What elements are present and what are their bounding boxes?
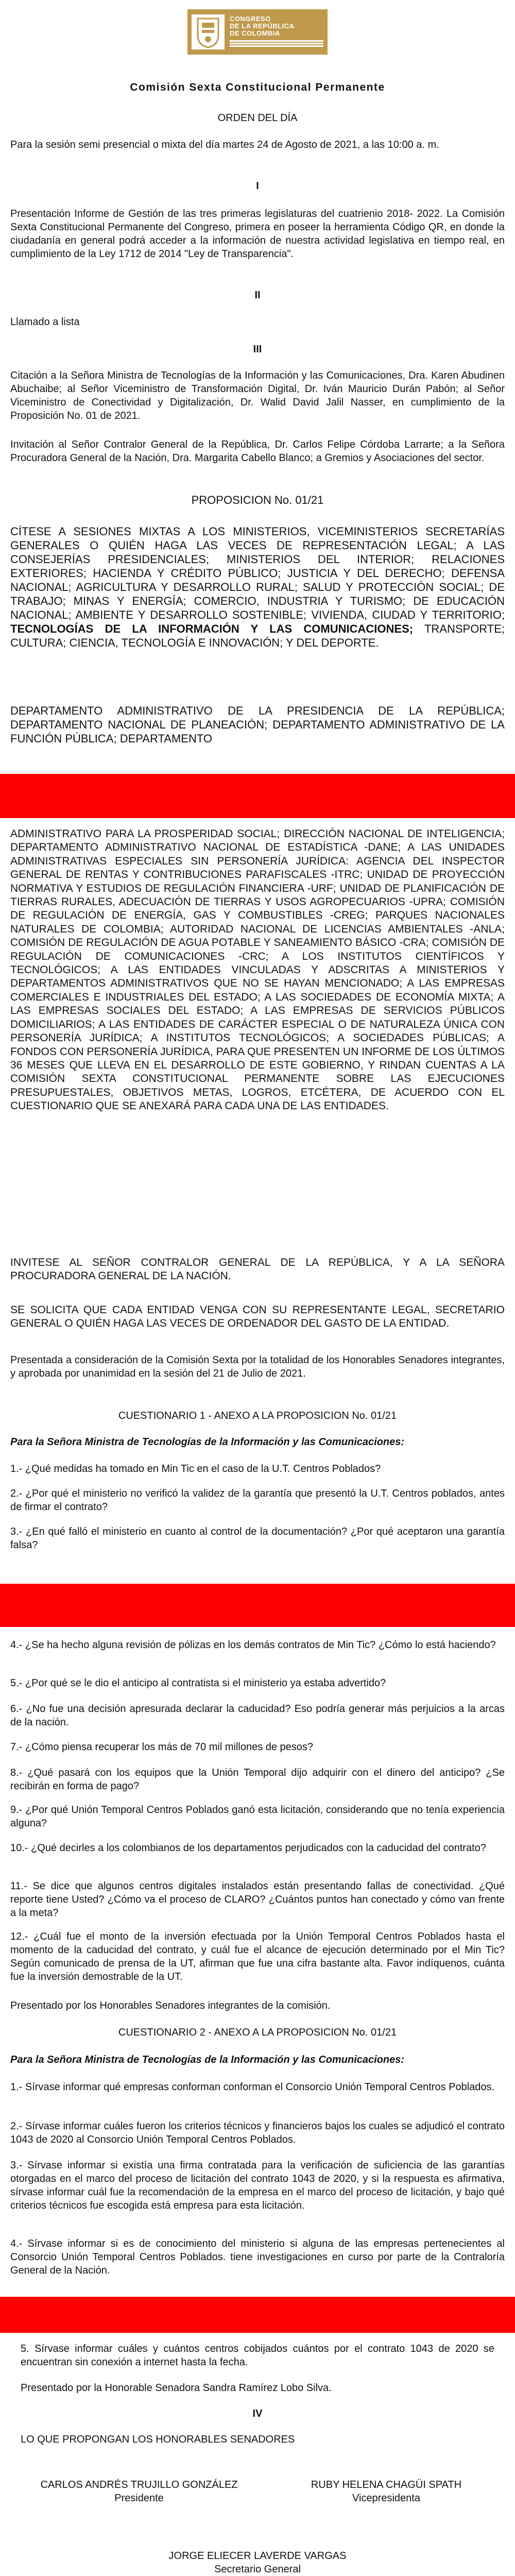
vicepresident-role: Vicepresidenta (352, 2493, 420, 2504)
page-separator (0, 2297, 515, 2333)
q2-question-4: 4.- Sírvase informar si es de conocimiento del ministerio si alguna de las empresas pertenecientes al Consorcio Unión Temporal Centros Poblados. tiene investigaciones en curso por parte de la Contraloría General de la Nación. (10, 2238, 505, 2276)
proposition-title: PROPOSICION No. 01/21 (191, 494, 324, 506)
q2-question-3: 3.- Sírvase informar si existía una firma contratada para la verificación de suficiencia de las garantías otorgadas en el marco del proceso de licitación del contrato 1043 de 2020, y si la respuesta es afirmativa, sírvase informar cuál fue la recomendación de la empresa en el marco del proceso de licitación, y bajo qué criterios técnicos fue escogida está empresa para esta licitación. (10, 2160, 505, 2211)
q1-question-5: 5.- ¿Por qué se le dio el anticipo al contratista si el ministerio ya estaba advertido? (10, 1677, 386, 1689)
q2-presented-by: Presentado por la Honorable Senadora Sandra Ramírez Lobo Silva. (21, 2382, 332, 2394)
proposition-part3: ADMINISTRATIVO PARA LA PROSPERIDAD SOCIAL; DIRECCIÓN NACIONAL DE INTELIGENCIA; DEPARTAMENTO ADMINISTRATIVO NACIONAL DE ESTADÍSTICA -DANE; A LAS UNIDADES ADMINISTRATIVAS ESPECIALES SIN PERSONERÍA JURÍDICA: AGENCIA DEL INSPECTOR GENERAL DE RENTAS Y CONTRIBUCIONES PARAFISCALES -ITRC; UNIDAD DE PROYECCIÓN NORMATIVA Y ESTUDIOS DE REGULACIÓN FINANCIERA -URF; UNIDAD DE PLANIFICACIÓN DE TIERRAS RURALES, ADECUACIÓN DE TIERRAS Y USOS AGROPECUARIOS -UPRA; COMISIÓN DE REGULACIÓN DE ENERGÍA, GAS Y COMBUSTIBLES -CREG; PARQUES NACIONALES NATURALES DE COLOMBIA; AUTORIDAD NACIONAL DE LICENCIAS AMBIENTALES -ANLA; COMISIÓN DE REGULACIÓN DE AGUA POTABLE Y SANEAMIENTO BÁSICO -CRA; COMISIÓN DE REGULACIÓN DE COMUNICACIONES -CRC; A LOS INSTITUTOS CIENTÍFICOS Y TECNOLÓGICOS; A LAS ENTIDADES VINCULADAS Y ADSCRITAS A MINISTERIOS Y DEPARTAMENTOS ADMINISTRATIVOS QUE NO SE HAYAN MENCIONADO; A LAS EMPRESAS COMERCIALES E INDUSTRIALES DEL ESTADO; A LAS SOCIEDADES DE ECONOMÍA MIXTA; A LAS EMPRESAS SOCIALES DEL ESTADO; A LAS EMPRESAS DE SERVICIOS PÚBLICOS DOMICILIARIOS; A LAS ENTIDADES DE CARÁCTER ESPECIAL O DE NATURALEZA ÚNICA CON PERSONERÍA JURÍDICA; A INSTITUTOS TECNOLÓGICOS; A SOCIEDADES PÚBLICAS; A FONDOS CON PERSONERÍA JURÍDICA, PARA QUE PRESENTEN UN INFORME DE LOS ÚLTIMOS 36 MESES QUE LLEVA EN EL DESARROLLO DE ESTE GOBIERNO, Y RINDAN CUENTAS A LA COMISIÓN SEXTA CONSTITUCIONAL PERMANENTE SOBRE LAS EJECUCIONES PRESUPUESTALES, OBJETIVOS METAS, LOGROS, ETCÉTERA, DE ACUERDO CON EL CUESTIONARIO QUE SE ANEXARÁ PARA CADA UNA DE LAS ENTIDADES. (10, 828, 505, 1112)
commission-name: Comisión Sexta Constitucional Permanente (130, 81, 385, 93)
q1-question-4: 4.- ¿Se ha hecho alguna revisión de pólizas en los demás contratos de Min Tic? ¿Cómo lo está haciendo? (10, 1639, 496, 1651)
questionnaire-1-title: CUESTIONARIO 1 - ANEXO A LA PROPOSICION No. 01/21 (118, 1410, 397, 1421)
questionnaire-2-addressee: Para la Señora Ministra de Tecnologías de la Información y las Comunicaciones: (10, 2054, 405, 2065)
page-title: ORDEN DEL DÍA (217, 112, 298, 124)
q2-question-2: 2.- Sírvase informar cuáles fueron los criterios técnicos y financieros bajos los cuales se adjudicó el contrato 1043 de 2020 al Consorcio Unión Temporal Centros Poblados. (10, 2121, 505, 2145)
questionnaire-1-addressee: Para la Señora Ministra de Tecnologías de la Información y las Comunicaciones: (10, 1436, 405, 1448)
vicepresident-name: RUBY HELENA CHAGÜI SPATH (311, 2479, 462, 2490)
proposition-part1: CÍTESE A SESIONES MIXTAS A LOS MINISTERIOS, VICEMINISTERIOS SECRETARÍAS GENERALES O QUIÉN HAGA LAS VECES DE REPRESENTACIÓN LEGAL; A LAS CONSEJERÍAS PRESIDENCIALES; MINISTERIOS DEL INTERIOR; RELACIONES EXTERIORES; HACIENDA Y CRÉDITO PÚBLICO; JUSTICIA Y DEL DERECHO; DEFENSA NACIONAL; AGRICULTURA Y DESARROLLO RURAL; SALUD Y PROTECCIÓN SOCIAL; DE TRABAJO; MINAS Y ENERGÍA; COMERCIO, INDUSTRIA Y TURISMO; DE EDUCACIÓN NACIONAL; AMBIENTE Y DESARROLLO SOSTENIBLE; VIVIENDA, CIUDAD Y TERRITORIO; TECNOLOGÍAS DE LA INFORMACIÓN Y LAS COMUNICACIONES; TRANSPORTE; CULTURA; CIENCIA, TECNOLOGÍA E INNOVACIÓN; Y DEL DEPORTE. (10, 525, 505, 649)
proposition-presented: Presentada a consideración de la Comisión Sexta por la totalidad de los Honorables Senadores integrantes, y aprobada por unanimidad en la sesión del 21 de Julio de 2021. (10, 1354, 505, 1379)
congress-logo (187, 9, 328, 55)
q1-question-7: 7.- ¿Cómo piensa recuperar los más de 70 mil millones de pesos? (10, 1741, 314, 1753)
president-name: CARLOS ANDRÉS TRUJILLO GONZÁLEZ (40, 2479, 238, 2490)
citation-text: Citación a la Señora Ministra de Tecnologías de la Información y las Comunicaciones, Dra. Karen Abudinen Abuchaibe; al Señor Viceministro de Transformación Digital, Dr. Iván Mauricio Durán Pabón; al Señor Viceministro de Conectividad y Digitalización, Dr. Walid David Jalil Nasser, en cumplimiento de la Proposición No. 01 de 2021. (10, 370, 505, 421)
q1-question-6: 6.- ¿No fue una decisión apresurada declarar la caducidad? Eso podría generar más perjuicios a la arcas de la nación. (10, 1703, 505, 1728)
section-ii-numeral: II (254, 290, 261, 301)
q1-question-9: 9.- ¿Por qué Unión Temporal Centros Poblados ganó esta licitación, considerando que no tenía experiencia alguna? (10, 1804, 505, 1829)
section-i-text: Presentación Informe de Gestión de las tres primeras legislaturas del cuatrienio 2018- 2022. La Comisión Sexta Constitucional Permanente del Congreso, primera en poseer la herramienta Código QR, en donde la ciudadanía en general podrá acceder a la información de nuestra actividad legislativa en tiempo real, en cumplimiento de la Ley 1712 de 2014 "Ley de Transparencia". (10, 208, 505, 260)
q2-question-1: 1.- Sírvase informar qué empresas conforman conforman el Consorcio Unión Temporal Centros Poblados. (10, 2081, 495, 2093)
q1-question-10: 10.- ¿Qué decirles a los colombianos de los departamentos perjudicados con la caducidad del contrato? (10, 1842, 486, 1854)
section-i-numeral: I (256, 180, 259, 192)
invitation-text: Invitación al Señor Contralor General de la República, Dr. Carlos Felipe Córdoba Larrarte; a la Señora Procuradora General de la Nación, Dra. Margarita Cabello Blanco; a Gremios y Asociaciones del sector. (10, 439, 505, 464)
q1-question-2: 2.- ¿Por qué el ministerio no verificó la validez de la garantía que presentó la U.T. Centros poblados, antes de firmar el contrato? (10, 1488, 505, 1513)
q1-question-8: 8.- ¿Qué pasará con los equipos que la Unión Temporal dijo adquirir con el dinero del anticipo? ¿Se recibirán en forma de pago? (10, 1767, 505, 1792)
section-iv-numeral: IV (252, 2408, 263, 2419)
secretary-name: JORGE ELIECER LAVERDE VARGAS (168, 2550, 347, 2562)
q1-question-3: 3.- ¿En qué falló el ministerio en cuanto al control de la documentación? ¿Por qué aceptaron una garantía falsa? (10, 1526, 505, 1551)
page-separator (0, 1584, 515, 1627)
roll-call: Llamado a lista (10, 316, 80, 328)
proposition-invite: INVITESE AL SEÑOR CONTRALOR GENERAL DE LA REPÚBLICA, Y A LA SEÑORA PROCURADORA GENERAL DE LA NACIÓN. (10, 1257, 505, 1282)
page-separator (0, 774, 515, 818)
q1-question-12: 12.- ¿Cuál fue el monto de la inversión efectuada por la Unión Temporal Centros Poblados hasta el momento de la caducidad del contrato, y cuál fue el alcance de ejecución determinado por el Min Tic? Según comunicado de prensa de la UT, afirman que fue una cifra bastante alta. Favor indíquenos, cuánta fue la inversión demostrable de la UT. (10, 1931, 505, 1982)
q1-question-1: 1.- ¿Qué medidas ha tomado en Min Tic en el caso de la U.T. Centros Poblados? (10, 1463, 381, 1475)
proposition-part2: DEPARTAMENTO ADMINISTRATIVO DE LA PRESIDENCIA DE LA REPÚBLICA; DEPARTAMENTO NACIONAL DE PLANEACIÓN; DEPARTAMENTO ADMINISTRATIVO DE LA FUNCIÓN PÚBLICA; DEPARTAMENTO (10, 704, 505, 745)
logo-stripes (230, 40, 323, 49)
section-iv-text: LO QUE PROPONGAN LOS HONORABLES SENADORES (21, 2434, 295, 2445)
session-text: Para la sesión semi presencial o mixta del día martes 24 de Agosto de 2021, a las 10:00 a. m. (10, 139, 439, 150)
coat-of-arms-icon (192, 14, 225, 49)
logo-text: CONGRESO DE LA REPÚBLICA DE COLOMBIA (230, 15, 295, 37)
secretary-role: Secretario General (214, 2564, 301, 2575)
q1-question-11: 11.- Se dice que algunos centros digitales instalados están presentando fallas de conectividad. ¿Qué reporte tiene Usted? ¿Cómo va el proceso de CLARO? ¿Cuántos puntos han conectado y cómo van frente a la meta? (10, 1880, 505, 1919)
section-iii-numeral: III (253, 344, 262, 355)
proposition-request: SE SOLICITA QUE CADA ENTIDAD VENGA CON SU REPRESENTANTE LEGAL, SECRETARIO GENERAL O QUIÉN HAGA LAS VECES DE ORDENADOR DEL GASTO DE LA ENTIDAD. (10, 1304, 505, 1329)
president-role: Presidente (114, 2493, 164, 2504)
q1-presented-by: Presentado por los Honorables Senadores integrantes de la comisión. (10, 2000, 331, 2011)
q2-question-5: 5. Sírvase informar cuáles y cuántos centros cobijados cuántos por el contrato 1043 de 2020 se encuentran sin conexión a internet hasta la fecha. (21, 2343, 494, 2368)
questionnaire-2-title: CUESTIONARIO 2 - ANEXO A LA PROPOSICION No. 01/21 (118, 2027, 397, 2038)
